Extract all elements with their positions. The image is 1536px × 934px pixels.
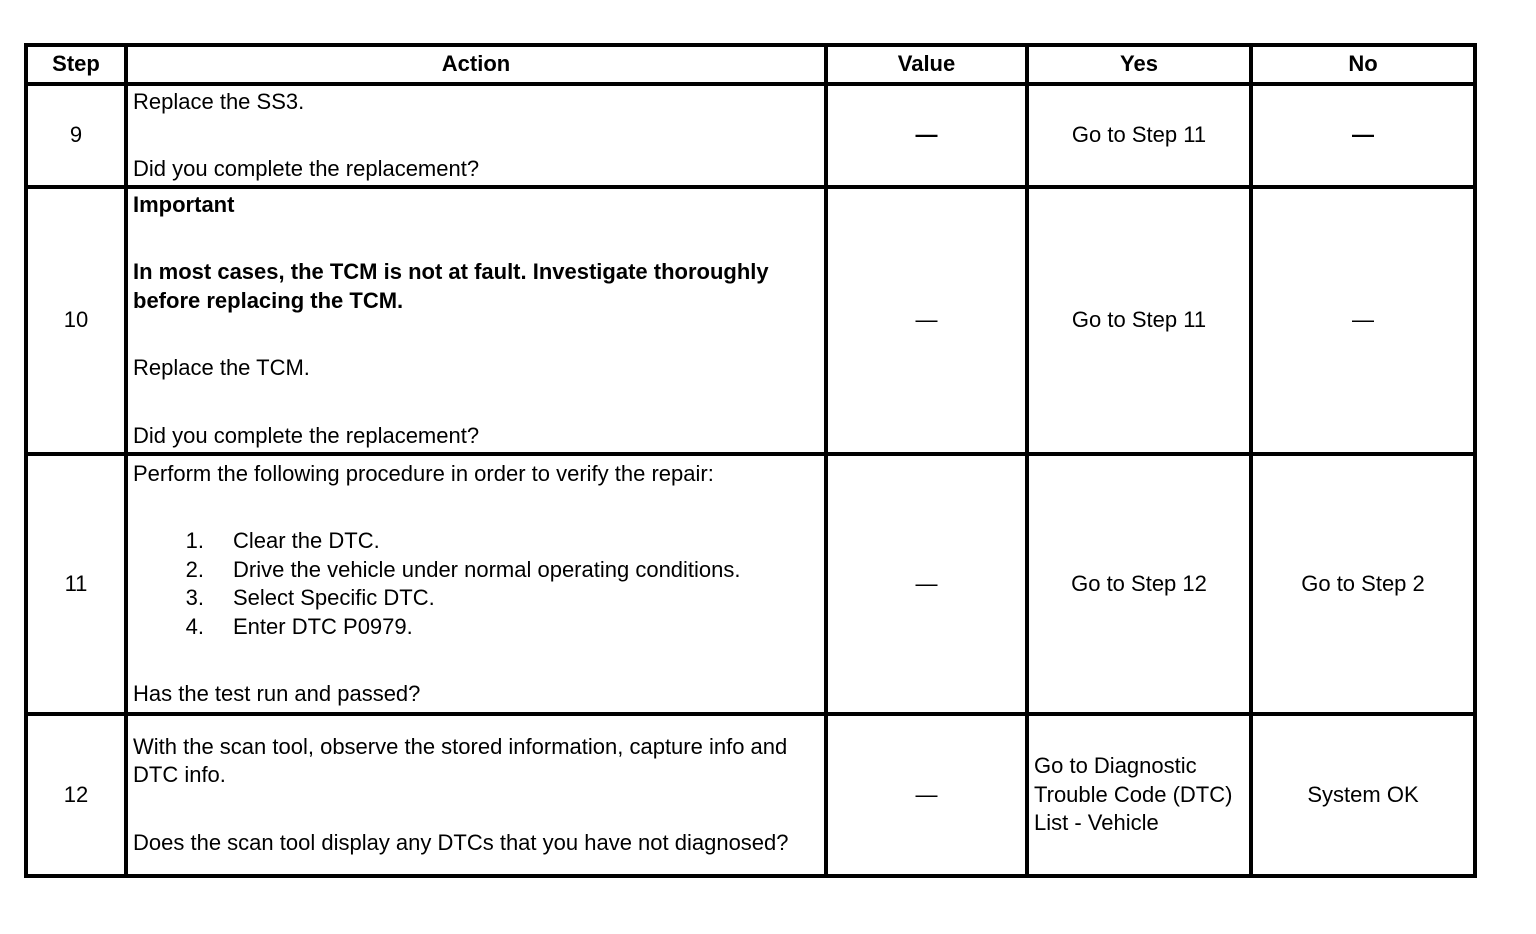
procedure-list [133, 527, 819, 641]
list-item-text: Drive the vehicle under normal operating conditions. [233, 556, 741, 582]
list-item [133, 613, 819, 642]
list-item-number: 1. [185, 528, 204, 553]
table-row [26, 714, 1475, 876]
value-cell: — [826, 714, 1027, 876]
header-step: Step [26, 45, 126, 84]
step-number: 12 [26, 714, 126, 876]
action-cell [126, 454, 826, 714]
value-cell: — [826, 84, 1027, 187]
value-cell: — [826, 187, 1027, 454]
action-question: Did you complete the replacement? [133, 156, 480, 181]
yes-cell: Go to Diagnostic Trouble Code (DTC) List - Vehicle [1027, 714, 1251, 876]
action-question: Has the test run and passed? [133, 681, 421, 706]
list-item [133, 527, 819, 556]
important-note: In most cases, the TCM is not at fault. Investigate thoroughly before replacing the TCM. [133, 259, 769, 313]
yes-cell: Go to Step 11 [1027, 84, 1251, 187]
action-text: Replace the TCM. [133, 355, 310, 381]
no-cell: System OK [1251, 714, 1475, 876]
list-item-number: 4. [185, 613, 204, 639]
step-number: 10 [26, 187, 126, 454]
no-cell: Go to Step 2 [1251, 454, 1475, 714]
header-yes: Yes [1027, 45, 1251, 84]
yes-cell: Go to Step 12 [1027, 454, 1251, 714]
action-text: Perform the following procedure in order to verify the repair: [133, 460, 714, 486]
action-text: With the scan tool, observe the stored information, capture info and DTC info. [133, 733, 788, 788]
action-cell [126, 84, 826, 187]
header-no: No [1251, 45, 1475, 84]
list-item-number: 3. [185, 585, 204, 610]
value-cell: — [826, 454, 1027, 714]
important-label: Important [133, 191, 235, 217]
yes-cell: Go to Step 11 [1027, 187, 1251, 454]
list-item-text: Clear the DTC. [233, 528, 380, 553]
diagnostic-table [24, 43, 1477, 878]
list-item-number: 2. [185, 556, 204, 582]
action-cell [126, 714, 826, 876]
action-text: Replace the SS3. [133, 88, 305, 114]
table-row [26, 454, 1475, 714]
list-item-text: Enter DTC P0979. [233, 613, 413, 639]
no-cell: — [1251, 187, 1475, 454]
no-cell: — [1251, 84, 1475, 187]
action-question: Did you complete the replacement? [133, 422, 480, 448]
action-cell [126, 187, 826, 454]
list-item [133, 584, 819, 613]
action-question: Does the scan tool display any DTCs that you have not diagnosed? [133, 829, 789, 855]
table-row [26, 187, 1475, 454]
list-item [133, 556, 819, 585]
header-row [26, 45, 1475, 84]
step-number: 9 [26, 84, 126, 187]
header-action: Action [126, 45, 826, 84]
list-item-text: Select Specific DTC. [233, 585, 435, 610]
step-number: 11 [26, 454, 126, 714]
header-value: Value [826, 45, 1027, 84]
table-row [26, 84, 1475, 187]
